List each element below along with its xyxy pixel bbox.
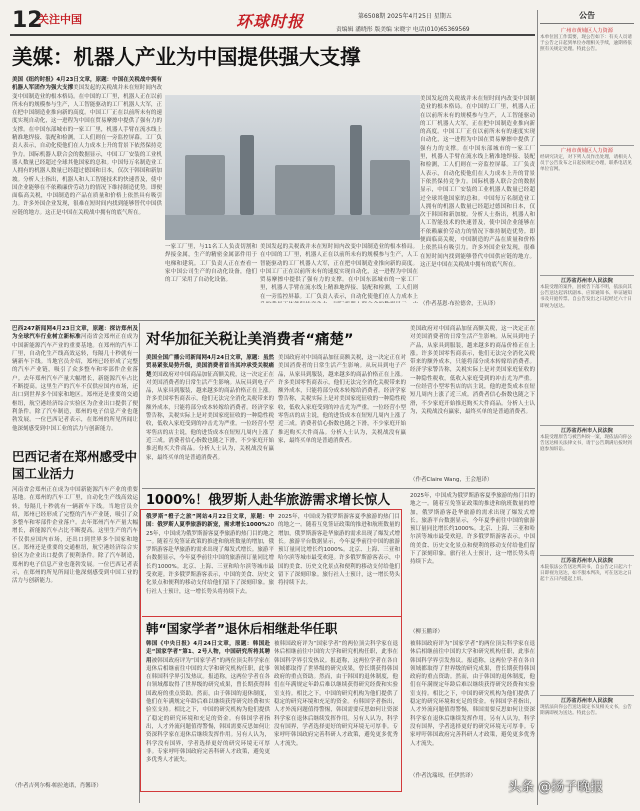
article1-signoff: （作者基恩·布拉德舍，王从译） xyxy=(420,301,499,307)
notice-item: 广州市黄埔区人力资源 经研究决定，对下列人员作出处理，请相关人员于公告发布之日起按规定办理，联系电话见单位官网。 xyxy=(540,146,634,276)
article2-headline: 对华加征关税让美消费者“痛楚” xyxy=(146,332,354,348)
newspaper-logo: 环球时报 xyxy=(236,12,305,31)
notice-item: 江苏省苏州市人民法院 本院受理原告与被告纠纷一案，现依法向你公告送达相关法律文书，请于公告期满后按时到庭参加诉讼。 xyxy=(540,426,634,556)
article2-lead: 美国全国广播公司新闻网4月24日文章，原题：虽然贸易紧张局势升级，美国消费者首当其冲承受关税痛楚 xyxy=(146,355,274,378)
column-divider xyxy=(537,10,538,805)
article5-col3: 被韩国政府评为“国家学者”的两位顶尖科学家在退休后相继前往中国的大学和研究机构任职，此事在韩国科学界引发热议。报道称，这两位学者在各自领域都取得了世界级的研究成果，曾长期获得韩国政府的重点资助。然而，由于韩国的退休制度，他们在年满规定年龄后难以继续获得研究经费和实验室支持。相比之下，中国的研究机构为他们提供了稳定的研究环境和充足的资金。有韩国学者指出，人才外流问题值得警惕，韩国需要反思如何让资深科学家在退休后继续发挥作用。另有人认为，科学没有国界，学者选择更好的研究环境无可厚非。专家呼吁韩国政府完善科研人才政策，避免更多优秀人才流失。 xyxy=(410,641,535,747)
watermark: 头条 @扬子晚报 xyxy=(508,780,604,795)
notices-column xyxy=(540,10,634,810)
article1-body: 美国发起的关税战并未在短时间内改变中国制造业的根本格局。在中国的工厂里，机器人正在以前所未有的规模参与生产，人工智能驱动的工厂机器人大军，正在把中国制造业推向新的高度。中国工厂正在以前所未有的速度实现自动化，这一进程为中国在贸易摩擦中提供了强有力的支撑。在中国东部城市的一家工厂里，机器人手臂在流水线上精准地焊接、装配和检测，工人们则在一旁监控屏幕。工厂负责人表示，自动化使他们在人力成本上升的背景下依然保持竞争力。国际机器人联合会的数据显示，中国工厂安装的工业机器人数量已经超过全球其他国家的总和。中国每万名制造业工人拥有的机器人数量已经超过德国和日本，仅次于韩国和新加坡。分析人士指出，机器人和人工智能技术的快速普及，使中国企业能够在不依赖廉价劳动力的情况下维持制造优势。即便面临高关税，中国制造的产品在质量和价格上依然具有吸引力。许多外国企业发现，很难在短时间内找到能够替代中国供应链的地方。这正是中国在关税战中拥有的底气所在。 xyxy=(12,85,162,216)
article4-body: 2025年，中国成为俄罗斯游客夏季旅游的热门目的地之一。随着互免签证政策的推进和航班数量的增加，俄罗斯游客赴华旅游的需求出现了爆发式增长。旅游平台数据显示，今年夏季前往中国的旅游预订量同比增长约1000%。北京、上海、三亚和哈尔滨等城市最受欢迎。许多俄罗斯游客表示，中国的美食、历史文化景点和便利的移动支付给他们留下了深刻印象。旅行社人士预计，这一增长势头将持续下去。 xyxy=(146,522,274,595)
article4-lead: 俄罗斯“橙子之旅”网站4月22日文章，原题：中国：俄罗斯人夏季旅游的新宠，需求增长1000% xyxy=(146,514,274,529)
divider xyxy=(142,488,535,489)
article1-col1 xyxy=(12,76,162,302)
article5-lead: 韩国《中央日报》4月24日文章，原题：韩国赴走“国家学者”第1、2号人物，中国研究所将其聘用 xyxy=(146,641,270,664)
notices-title: 公告 xyxy=(540,10,634,24)
article2-col3: 美国政府对中国商品加征高额关税，这一决定正在对美国消费者的日常生活产生影响。从玩具到电子产品，从家具到服装，越来越多的商品价格正在上涨。许多美国零售商表示，他们无法完全消化关税带来的额外成本，只能将部分成本转嫁给消费者。经济学家警告称，关税实际上是对美国家庭征收的一种隐性税收，低收入家庭受到的冲击尤为严重。一位经营小型零售店的店主说，他的进货成本在短短几周内上涨了近三成。消费者信心指数也随之下滑，不少家庭开始推迟购买大件商品。分析人士认为，关税战没有赢家，最终买单的是普通消费者。 xyxy=(410,326,535,415)
article1-col-right: 美国发起的关税战并未在短时间内改变中国制造业的根本格局。在中国的工厂里，机器人正在以前所未有的规模参与生产，人工智能驱动的工厂机器人大军，正在把中国制造业推向新的高度。中国工厂正在以前所未有的速度实现自动化，这一进程为中国在贸易摩擦中提供了强有力的支撑。在中国东部城市的一家工厂里，机器人手臂在流水线上精准地焊接、装配和检测，工人们则在一旁监控屏幕。工厂负责人表示，自动化使他们在人力成本上升的背景下依然保持竞争力。国际机器人联合会的数据显示，中国工厂安装的工业机器人数量已经超过全球其他国家的总和。中国每万名制造业工人拥有的机器人数量已经超过德国和日本，仅次于韩国和新加坡。分析人士指出，机器人和人工智能技术的快速普及，使中国企业能够在不依赖廉价劳动力的情况下维持制造优势。即便面临高关税，中国制造的产品在质量和价格上依然具有吸引力。许多外国企业发现，很难在短时间内找到能够替代中国供应链的地方。这正是中国在关税战中拥有的底气所在。 xyxy=(420,96,535,268)
article4-col1 xyxy=(146,513,274,613)
header-rule xyxy=(10,34,535,36)
article5-signoff: （作者沈瑞琼，任伊然译） xyxy=(410,773,477,779)
article1-lead: 美国《纽约时报》4月23日文章，原题：中国在关税战中拥有机器人军团作为强大支撑 xyxy=(12,77,162,92)
article3-lead: 巴西247新闻网4月23日文章，原题：探访郑州及为全球汽车行业树立新标准 xyxy=(12,326,138,341)
section-title: 关注中国 xyxy=(38,13,82,26)
article1-col3: 美国发起的关税战并未在短时间内改变中国制造业的根本格局。在中国的工厂里，机器人正在以前所未有的规模参与生产，人工智能驱动的工厂机器人大军，正在把中国制造业推向新的高度。中国工厂正在以前所未有的速度实现自动化，这一进程为中国在贸易摩擦中提供了强有力的支撑。在中国东部城市的一家工厂里，机器人手臂在流水线上精准地焊接、装配和检测，工人们则在一旁监控屏幕。工厂负责人表示，自动化使他们在人力成本上 xyxy=(260,244,418,300)
article3-top: 巴西247新闻网4月23日文章，原题：探访郑州及为全球汽车行业树立新标准河南省会郑州正在成为中国新能源汽车产业的重要基地。在郑州的汽车工厂里，自动化生产线高效运转，每隔几十秒就有一辆新车下线。当地官员介绍，郑州已经形成了完整的汽车产业链，吸引了众多整车和零部件企业落户。去年郑州汽车产量大幅增长，新能源汽车占比不断提高。这里生产的汽车不仅供应国内市场，还出口到世界多个国家和地区。郑州还是重要的交通枢纽，航空港经济综合实验区为企业出口提供了便利条件。除了汽车制造，郑州的电子信息产业也蓬勃发展。一位巴西记者表示，在郑州的所见所闻让他深刻感受到中国工业的活力与创新能力。 xyxy=(12,326,138,432)
article5-col2: 被韩国政府评为“国家学者”的两位顶尖科学家在退休后相继前往中国的大学和研究机构任职，此事在韩国科学界引发热议。报道称，这两位学者在各自领域都取得了世界级的研究成果，曾长期获得韩国政府的重点资助。然而，由于韩国的退休制度，他们在年满规定年龄后难以继续获得研究经费和实验室支持。相比之下，中国的研究机构为他们提供了稳定的研究环境和充足的资金。有韩国学者指出，人才外流问题值得警惕，韩国需要反思如何让资深科学家在退休后继续发挥作用。另有人认为，科学没有国界，学者选择更好的研究环境无可厚非。专家呼吁韩国政府完善科研人才政策，避免更多优秀人才流失。 xyxy=(274,641,398,747)
editors-line: 责编辑 潘晓彤 版美编 宋晓宇 电话(010)65369569 xyxy=(336,27,470,33)
issue-info: 第6508期 2025年4月25日 星期五 xyxy=(358,13,452,20)
article4-col2: 2025年，中国成为俄罗斯游客夏季旅游的热门目的地之一。随着互免签证政策的推进和航班数量的增加，俄罗斯游客赴华旅游的需求出现了爆发式增长。旅游平台数据显示，今年夏季前往中国的旅游预订量同比增长约1000%。北京、上海、三亚和哈尔滨等城市最受欢迎。许多俄罗斯游客表示，中国的美食、历史文化景点和便利的移动支付给他们留下了深刻印象。旅行社人士预计，这一增长势头将持续下去。 xyxy=(278,514,400,587)
article5-col1 xyxy=(146,640,270,788)
article2-col1 xyxy=(146,354,274,474)
divider xyxy=(10,320,535,321)
article4-col3: 2025年，中国成为俄罗斯游客夏季旅游的热门目的地之一。随着互免签证政策的推进和航班数量的增加，俄罗斯游客赴华旅游的需求出现了爆发式增长。旅游平台数据显示，今年夏季前往中国的旅游预订量同比增长约1000%。北京、上海、三亚和哈尔滨等城市最受欢迎。许多俄罗斯游客表示，中国的美食、历史文化景点和便利的移动支付给他们留下了深刻印象。旅行社人士预计，这一增长势头将持续下去。 xyxy=(410,493,535,566)
article3-body: 河南省会郑州正在成为中国新能源汽车产业的重要基地。在郑州的汽车工厂里，自动化生产线高效运转，每隔几十秒就有一辆新车下线。当地官员介绍，郑州已经形成了完整的汽车产业链，吸引了众多整车和零部件企业落户。去年郑州汽车产量大幅增长，新能源汽车占比不断提高。这里生产的汽车不仅供应国内市场，还出口到世界多个国家和地区。郑州还是重要的交通枢纽，航空港经济综合实验区为企业出口提供了便利条件。除了汽车制造，郑州的电子信息产业也蓬勃发展。一位巴西记者表示，在郑州的所见所闻让他深刻感受到中国工业的活力与创新能力。 xyxy=(12,487,138,585)
article5-body: 被韩国政府评为“国家学者”的两位顶尖科学家在退休后相继前往中国的大学和研究机构任职，此事在韩国科学界引发热议。报道称，这两位学者在各自领域都取得了世界级的研究成果，曾长期获得韩国政府的重点资助。然而，由于韩国的退休制度，他们在年满规定年龄后难以继续获得研究经费和实验室支持。相比之下，中国的研究机构为他们提供了稳定的研究环境和充足的资金。有韩国学者指出，人才外流问题值得警惕，韩国需要反思如何让资深科学家在退休后继续发挥作用。另有人认为，科学没有国界，学者选择更好的研究环境无可厚非。专家呼吁韩国政府完善科研人才政策，避免更多优秀人才流失。 xyxy=(146,657,270,764)
divider xyxy=(142,616,402,617)
article3-signoff: （作者吉列尔梅·帕拉迪诺，肖馨译） xyxy=(12,783,102,789)
notice-item: 广州市黄埔区人力资源 本单位因工作需要，现公告如下：有关人员请于公告之日起到单位办理相关手续，逾期将依照有关规定处理。特此公告。 xyxy=(540,26,634,146)
page-number: 12 xyxy=(12,10,43,32)
article2-body: 美国政府对中国商品加征高额关税，这一决定正在对美国消费者的日常生活产生影响。从玩具到电子产品，从家具到服装，越来越多的商品价格正在上涨。许多美国零售商表示，他们无法完全消化关税带来的额外成本，只能将部分成本转嫁给消费者。经济学家警告称，关税实际上是对美国家庭征收的一种隐性税收，低收入家庭受到的冲击尤为严重。一位经营小型零售店的店主说，他的进货成本在短短几周内上涨了近三成。消费者信心指数也随之下滑，不少家庭开始推迟购买大件商品。分析人士认为，关税战没有赢家，最终买单的是普通消费者。 xyxy=(146,371,274,461)
article4-headline: 1000%！俄罗斯人赴华旅游需求增长惊人 xyxy=(146,493,391,508)
article5-headline: 韩“国家学者”退休后相继赴华任职 xyxy=(146,621,338,636)
article3-headline: 巴西记者在郑州感受中国工业活力 xyxy=(12,449,138,481)
photo-caption: 一家工厂里，与11名工人负责切割和焊接金属，生产的精密金属部件用于电梯和建筑。工厂负责人正在查看一家中国公司生产的自动化设备，他们的工厂采用了自动化设备。 xyxy=(165,244,257,284)
article4-signoff: （柳玉鹏译） xyxy=(410,629,444,635)
article2-col2: 美国政府对中国商品加征高额关税，这一决定正在对美国消费者的日常生活产生影响。从玩具到电子产品，从家具到服装，越来越多的商品价格正在上涨。许多美国零售商表示，他们无法完全消化关税带来的额外成本，只能将部分成本转嫁给消费者。经济学家警告称，关税实际上是对美国家庭征收的一种隐性税收，低收入家庭受到的冲击尤为严重。一位经营小型零售店的店主说，他的进货成本在短短几周内上涨了近三成。消费者信心指数也随之下滑，不少家庭开始推迟购买大件商品。分析人士认为，关税战没有赢家，最终买单的是普通消费者。 xyxy=(278,355,406,444)
article2-signoff: （作者Claire Wang，王会旭译） xyxy=(410,477,493,483)
notice-item: 江苏省苏州市人民法院 现依法向你公告送达裁定书及相关文书，公告期满即视为送达。特此公告。 xyxy=(540,698,632,717)
factory-robot-photo xyxy=(165,95,420,240)
article1-headline: 美媒：机器人产业为中国提供强大支撑 xyxy=(12,45,361,69)
notice-item: 江苏省苏州市人民法院 本院受理的案件，因被告下落不明，依法向其公告送达起诉状副本、应诉通知书、举证通知书及开庭传票。自公告发出之日起经过六十日即视为送达。 xyxy=(540,276,634,426)
notice-item: 江苏省苏州市人民法院 本院依法公告送达判决书，自公告之日起六十日即视为送达，如不服本判决，可在送达之日起十五日内提起上诉。 xyxy=(540,556,634,696)
